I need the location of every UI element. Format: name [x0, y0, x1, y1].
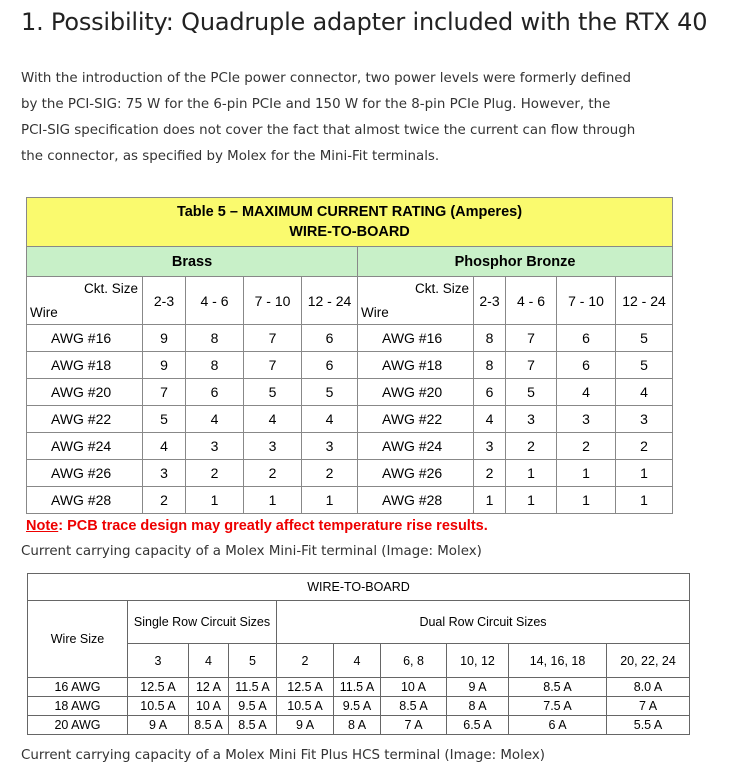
wire-label: Wire [361, 305, 389, 320]
current-value: 11.5 A [229, 678, 277, 697]
dual-size-header: 10, 12 [447, 644, 509, 678]
size-header: 2-3 [143, 277, 186, 325]
bronze-value: 1 [506, 460, 557, 487]
article-paragraph [21, 66, 721, 170]
single-size-header: 4 [189, 644, 229, 678]
current-value: 8.5 A [229, 716, 277, 735]
current-value: 9.5 A [334, 697, 381, 716]
brass-value: 3 [186, 433, 244, 460]
current-value: 8.0 A [607, 678, 690, 697]
ckt-size-label: Ckt. Size [83, 281, 138, 296]
brass-value: 2 [143, 487, 186, 514]
brass-value: 1 [186, 487, 244, 514]
size-header: 12 - 24 [616, 277, 673, 325]
table5-title-line1: Table 5 – MAXIMUM CURRENT RATING (Amperes) [176, 204, 523, 220]
dual-size-header: 14, 16, 18 [509, 644, 607, 678]
bronze-value: 1 [557, 487, 616, 514]
paragraph-line: PCI-SIG specification does not cover the fact that almost twice the current can flow through [21, 123, 636, 138]
bronze-value: 5 [616, 325, 673, 352]
bronze-value: 4 [557, 379, 616, 406]
table5-size-header-row [27, 277, 673, 325]
current-value: 9 A [277, 716, 334, 735]
wire-gauge: AWG #18 [27, 352, 143, 379]
wire-size: 16 AWG [28, 678, 128, 697]
table-row [27, 487, 673, 514]
current-value: 12.5 A [128, 678, 189, 697]
note-label: Note [26, 518, 59, 534]
bronze-value: 2 [474, 460, 506, 487]
brass-value: 4 [244, 406, 302, 433]
dual-row-header: Dual Row Circuit Sizes [277, 601, 690, 644]
current-value: 6 A [509, 716, 607, 735]
table5-title [27, 198, 673, 247]
wire-gauge: AWG #20 [27, 379, 143, 406]
current-value: 8 A [447, 697, 509, 716]
brass-value: 7 [244, 325, 302, 352]
wire-gauge: AWG #16 [27, 325, 143, 352]
current-value: 9 A [128, 716, 189, 735]
wire-size: 18 AWG [28, 697, 128, 716]
brass-value: 4 [302, 406, 358, 433]
ckt-size-header [27, 277, 143, 325]
table5-title-line2: WIRE-TO-BOARD [289, 224, 410, 240]
bronze-value: 5 [506, 379, 557, 406]
table-row [28, 678, 690, 697]
dual-size-header: 6, 8 [381, 644, 447, 678]
bronze-value: 2 [616, 433, 673, 460]
size-header: 2-3 [474, 277, 506, 325]
wire-gauge: AWG #28 [27, 487, 143, 514]
brass-value: 6 [302, 352, 358, 379]
bronze-value: 3 [506, 406, 557, 433]
table2-size-header-row [28, 644, 690, 678]
brass-value: 2 [244, 460, 302, 487]
current-value: 8 A [334, 716, 381, 735]
brass-value: 2 [302, 460, 358, 487]
bronze-value: 8 [474, 352, 506, 379]
wire-gauge: AWG #24 [358, 433, 474, 460]
single-size-header: 5 [229, 644, 277, 678]
bronze-value: 8 [474, 325, 506, 352]
group-header-phosphor-bronze: Phosphor Bronze [358, 247, 673, 277]
current-value: 8.5 A [381, 697, 447, 716]
bronze-value: 3 [474, 433, 506, 460]
wire-gauge: AWG #24 [27, 433, 143, 460]
wire-gauge: AWG #22 [358, 406, 474, 433]
bronze-value: 7 [506, 325, 557, 352]
single-row-header: Single Row Circuit Sizes [128, 601, 277, 644]
table-row [27, 406, 673, 433]
current-value: 10 A [189, 697, 229, 716]
table-row [27, 325, 673, 352]
current-value: 9 A [447, 678, 509, 697]
brass-value: 4 [143, 433, 186, 460]
current-value: 11.5 A [334, 678, 381, 697]
current-value: 9.5 A [229, 697, 277, 716]
table-row [28, 716, 690, 735]
wire-gauge: AWG #16 [358, 325, 474, 352]
bronze-value: 7 [506, 352, 557, 379]
brass-value: 9 [143, 352, 186, 379]
bronze-value: 1 [616, 487, 673, 514]
ckt-size-label: Ckt. Size [414, 281, 469, 296]
brass-value: 3 [143, 460, 186, 487]
bronze-value: 6 [557, 352, 616, 379]
dual-size-header: 4 [334, 644, 381, 678]
bronze-value: 4 [616, 379, 673, 406]
current-value: 8.5 A [509, 678, 607, 697]
wire-gauge: AWG #22 [27, 406, 143, 433]
table-row [27, 379, 673, 406]
brass-value: 5 [302, 379, 358, 406]
wire-gauge: AWG #20 [358, 379, 474, 406]
bronze-value: 3 [557, 406, 616, 433]
wire-gauge: AWG #28 [358, 487, 474, 514]
bronze-value: 2 [506, 433, 557, 460]
wire-label: Wire [30, 305, 58, 320]
bronze-value: 6 [557, 325, 616, 352]
dual-size-header: 20, 22, 24 [607, 644, 690, 678]
brass-value: 6 [186, 379, 244, 406]
brass-value: 7 [244, 352, 302, 379]
brass-value: 8 [186, 352, 244, 379]
paragraph-line: by the PCI-SIG: 75 W for the 6-pin PCIe and 150 W for the 8-pin PCIe Plug. However, the [21, 97, 611, 112]
table2-title: WIRE-TO-BOARD [28, 574, 690, 601]
current-value: 12.5 A [277, 678, 334, 697]
paragraph-line: the connector, as specified by Molex for the Mini-Fit terminals. [21, 149, 440, 164]
wire-gauge: AWG #18 [358, 352, 474, 379]
bronze-value: 4 [474, 406, 506, 433]
bronze-value: 5 [616, 352, 673, 379]
brass-value: 3 [302, 433, 358, 460]
bronze-value: 1 [557, 460, 616, 487]
table-row [28, 697, 690, 716]
size-header: 7 - 10 [557, 277, 616, 325]
current-value: 6.5 A [447, 716, 509, 735]
brass-value: 9 [143, 325, 186, 352]
brass-value: 3 [244, 433, 302, 460]
current-value: 12 A [189, 678, 229, 697]
single-size-header: 3 [128, 644, 189, 678]
group-header-brass: Brass [27, 247, 358, 277]
brass-value: 1 [302, 487, 358, 514]
wire-gauge: AWG #26 [358, 460, 474, 487]
size-header: 7 - 10 [244, 277, 302, 325]
brass-value: 6 [302, 325, 358, 352]
current-value: 10.5 A [277, 697, 334, 716]
bronze-value: 3 [616, 406, 673, 433]
current-value: 10.5 A [128, 697, 189, 716]
current-value: 7 A [381, 716, 447, 735]
current-value: 5.5 A [607, 716, 690, 735]
current-value: 10 A [381, 678, 447, 697]
brass-value: 4 [186, 406, 244, 433]
article-heading: 1. Possibility: Quadruple adapter included with the RTX 40 [21, 8, 708, 36]
size-header: 12 - 24 [302, 277, 358, 325]
current-value: 7.5 A [509, 697, 607, 716]
brass-value: 2 [186, 460, 244, 487]
dual-size-header: 2 [277, 644, 334, 678]
table-row [27, 433, 673, 460]
caption-mini-fit-plus-hcs: Current carrying capacity of a Molex Mini Fit Plus HCS terminal (Image: Molex) [21, 748, 545, 763]
table-row [27, 460, 673, 487]
size-header: 4 - 6 [506, 277, 557, 325]
ckt-size-header [358, 277, 474, 325]
brass-value: 1 [244, 487, 302, 514]
brass-value: 5 [143, 406, 186, 433]
wire-size-header: Wire Size [28, 601, 128, 678]
current-value: 7 A [607, 697, 690, 716]
bronze-value: 6 [474, 379, 506, 406]
paragraph-line: With the introduction of the PCIe power connector, two power levels were formerly defined [21, 71, 632, 86]
current-value: 8.5 A [189, 716, 229, 735]
bronze-value: 1 [506, 487, 557, 514]
size-header: 4 - 6 [186, 277, 244, 325]
bronze-value: 1 [616, 460, 673, 487]
wire-size: 20 AWG [28, 716, 128, 735]
wire-gauge: AWG #26 [27, 460, 143, 487]
table5-note [26, 518, 488, 534]
bronze-value: 2 [557, 433, 616, 460]
caption-mini-fit: Current carrying capacity of a Molex Mini-Fit terminal (Image: Molex) [21, 544, 482, 559]
mini-fit-plus-hcs-table [27, 573, 690, 735]
mini-fit-rating-table [26, 197, 673, 514]
table-row [27, 352, 673, 379]
note-text: : PCB trace design may greatly affect temperature rise results. [58, 518, 488, 534]
brass-value: 8 [186, 325, 244, 352]
bronze-value: 1 [474, 487, 506, 514]
brass-value: 7 [143, 379, 186, 406]
brass-value: 5 [244, 379, 302, 406]
